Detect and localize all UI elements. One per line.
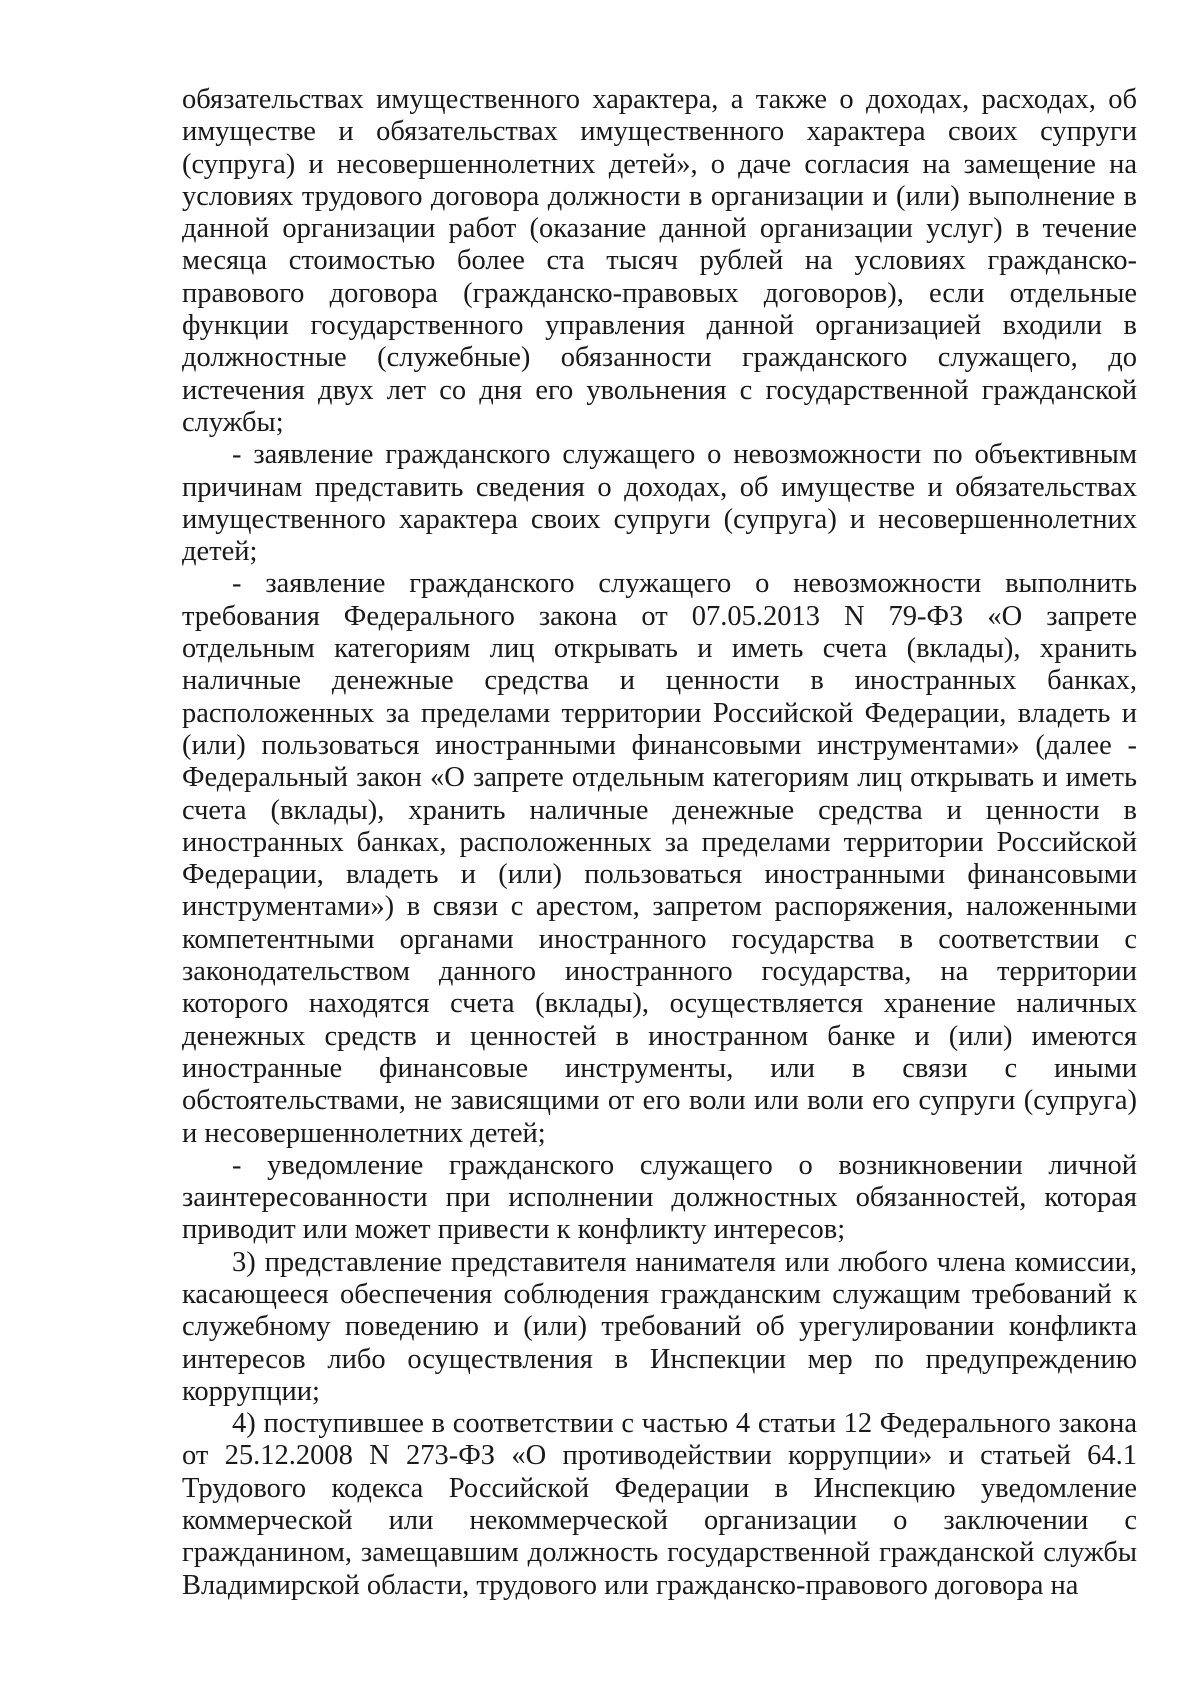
paragraph-item-3: 3) представление представителя нанимателя или любого члена комиссии, касающееся обеспечения соблюдения гражданским служащим требований к служебному поведению и (или) требований об урегулировании конфликта интересов либо осуществления в Инспекции мер по предупреждению коррупции; — [182, 1246, 1137, 1407]
paragraph-notice-conflict-of-interest: - уведомление гражданского служащего о возникновении личной заинтересованности при исполнении должностных обязанностей, которая приводит или может привести к конфликту интересов; — [182, 1149, 1137, 1246]
paragraph-statement-foreign-accounts: - заявление гражданского служащего о невозможности выполнить требования Федерального закона от 07.05.2013 N 79-ФЗ «О запрете отдельным категориям лиц открывать и иметь счета (вклады), хранить наличные денежные средства и ценности в иностранных банках, расположенных за пределами территории Российской Федерации, владеть и (или) пользоваться иностранными финансовыми инструментами» (далее - Федеральный закон «О запрете отдельным категориям лиц открывать и иметь счета (вклады), хранить наличные денежные средства и ценности в иностранных банках, расположенных за пределами территории Российской Федерации, владеть и (или) пользоваться иностранными финансовыми инструментами») в связи с арестом, запретом распоряжения, наложенными компетентными органами иностранного государства в соответствии с законодательством данного иностранного государства, на территории которого находятся счета (вклады), осуществляется хранение наличных денежных средств и ценностей в иностранном банке и (или) имеются иностранные финансовые инструменты, или в связи с иными обстоятельствами, не зависящими от его воли или воли его супруги (супруга) и несовершеннолетних детей; — [182, 568, 1137, 1149]
document-body — [182, 84, 1137, 1602]
paragraph-continuation: обязательствах имущественного характера, а также о доходах, расходах, об имуществе и обязательствах имущественного характера своих супруги (супруга) и несовершеннолетних детей», о даче согласия на замещение на условиях трудового договора должности в организации и (или) выполнение в данной организации работ (оказание данной организации услуг) в течение месяца стоимостью более ста тысяч рублей на условиях гражданско-правового договора (гражданско-правовых договоров), если отдельные функции государственного управления данной организацией входили в должностные (служебные) обязанности гражданского служащего, до истечения двух лет со дня его увольнения с государственной гражданской службы; — [182, 84, 1137, 438]
paragraph-item-4: 4) поступившее в соответствии с частью 4 статьи 12 Федерального закона от 25.12.2008 N 273-ФЗ «О противодействии коррупции» и статьей 64.1 Трудового кодекса Российской Федерации в Инспекцию уведомление коммерческой или некоммерческой организации о заключении с гражданином, замещавшим должность государственной гражданской службы Владимирской области, трудового или гражданско-правового договора на — [182, 1408, 1137, 1601]
paragraph-statement-impossibility-info: - заявление гражданского служащего о невозможности по объективным причинам представить сведения о доходах, об имуществе и обязательствах имущественного характера своих супруги (супруга) и несовершеннолетних детей; — [182, 439, 1137, 568]
